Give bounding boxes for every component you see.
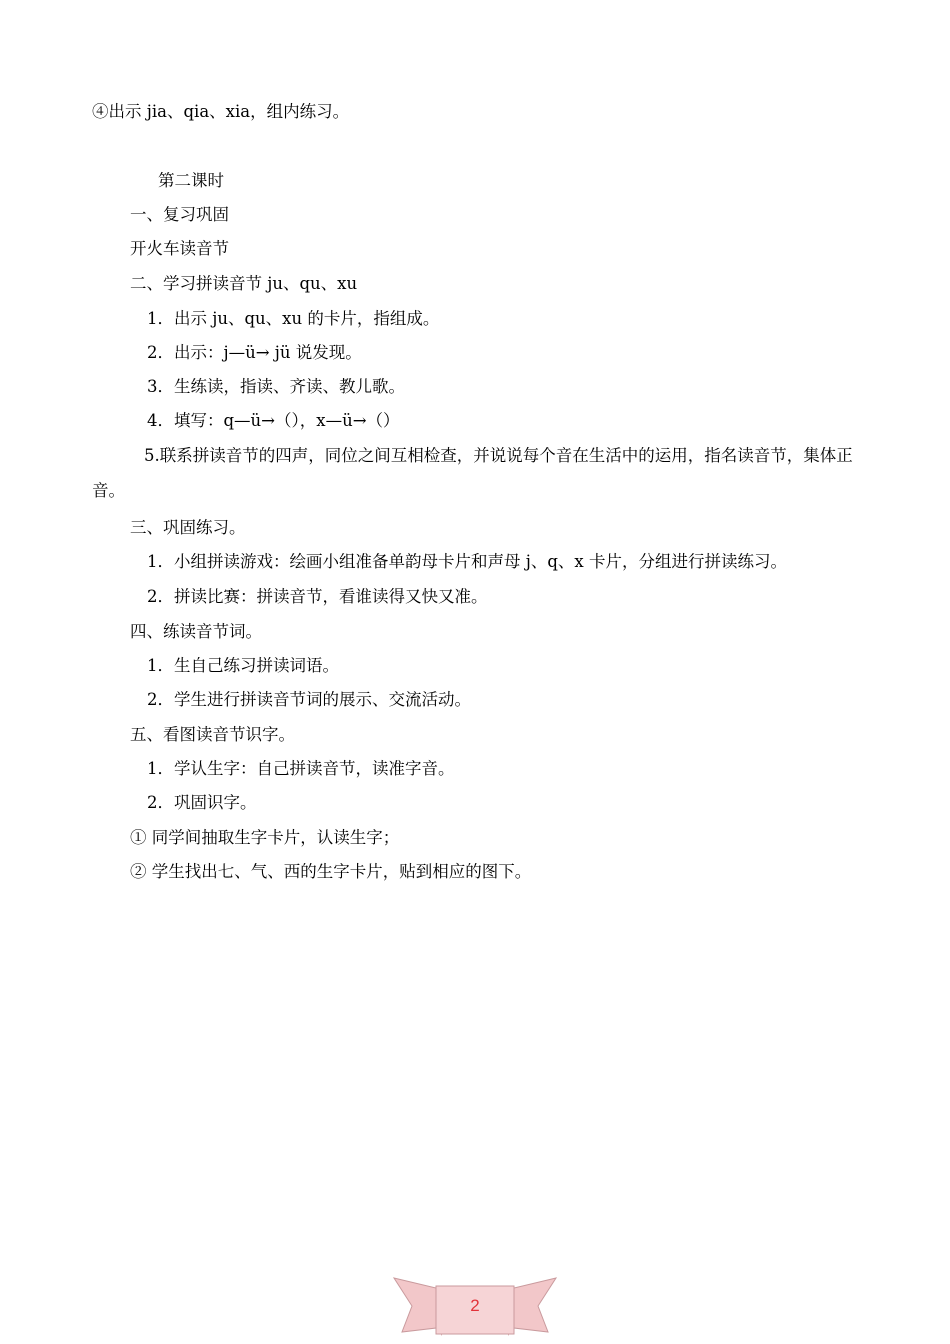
heading-learn-syllables: 二、学习拼读音节 ju、qu、xu xyxy=(130,274,358,293)
text-train-reading: 开火车读音节 xyxy=(130,239,229,258)
page-number: 2 xyxy=(470,1296,480,1315)
heading-review: 一、复习巩固 xyxy=(130,205,229,224)
item-2-contest: 2．拼读比赛：拼读音节，看谁读得又快又准。 xyxy=(147,587,488,606)
ribbon-left-tail xyxy=(394,1278,436,1332)
step-4-line: ④出示 jia、qia、xia，组内练习。 xyxy=(92,102,350,121)
item-1-show-cards: 1．出示 ju、qu、xu 的卡片，指组成。 xyxy=(147,309,440,328)
item-1-self-practice: 1．生自己练习拼读词语。 xyxy=(147,656,339,675)
sub-item-2: ② 学生找出七、气、西的生字卡片，贴到相应的图下。 xyxy=(130,862,532,881)
heading-consolidate: 三、巩固练习。 xyxy=(130,518,246,537)
item-1-learn-characters: 1．学认生字：自己拼读音节，读准字音。 xyxy=(147,759,455,778)
ribbon-right-tail xyxy=(514,1278,556,1332)
item-2-consolidate: 2．巩固识字。 xyxy=(147,793,257,812)
section-title: 第二课时 xyxy=(158,171,224,190)
item-2-showcase: 2．学生进行拼读音节词的展示、交流活动。 xyxy=(147,690,471,709)
sub-item-1: ① 同学间抽取生字卡片，认读生字； xyxy=(130,828,400,847)
item-1-group-game: 1．小组拼读游戏：绘画小组准备单韵母卡片和声母 j、q、x 卡片，分组进行拼读练习。 xyxy=(147,552,787,571)
item-3-practice: 3．生练读，指读、齐读、教儿歌。 xyxy=(147,377,405,396)
item-5-paragraph: 5.联系拼读音节的四声，同位之间互相检查，并说说每个音在生活中的运用，指名读音节，集体正音。 xyxy=(92,446,853,500)
item-4-fill: 4．填写：q—ü→（），x—ü→（） xyxy=(147,411,400,430)
heading-picture-reading: 五、看图读音节识字。 xyxy=(130,725,295,744)
item-2-show: 2．出示：j—ü→ jü 说发现。 xyxy=(147,343,362,362)
heading-practice-words: 四、练读音节词。 xyxy=(130,622,262,641)
